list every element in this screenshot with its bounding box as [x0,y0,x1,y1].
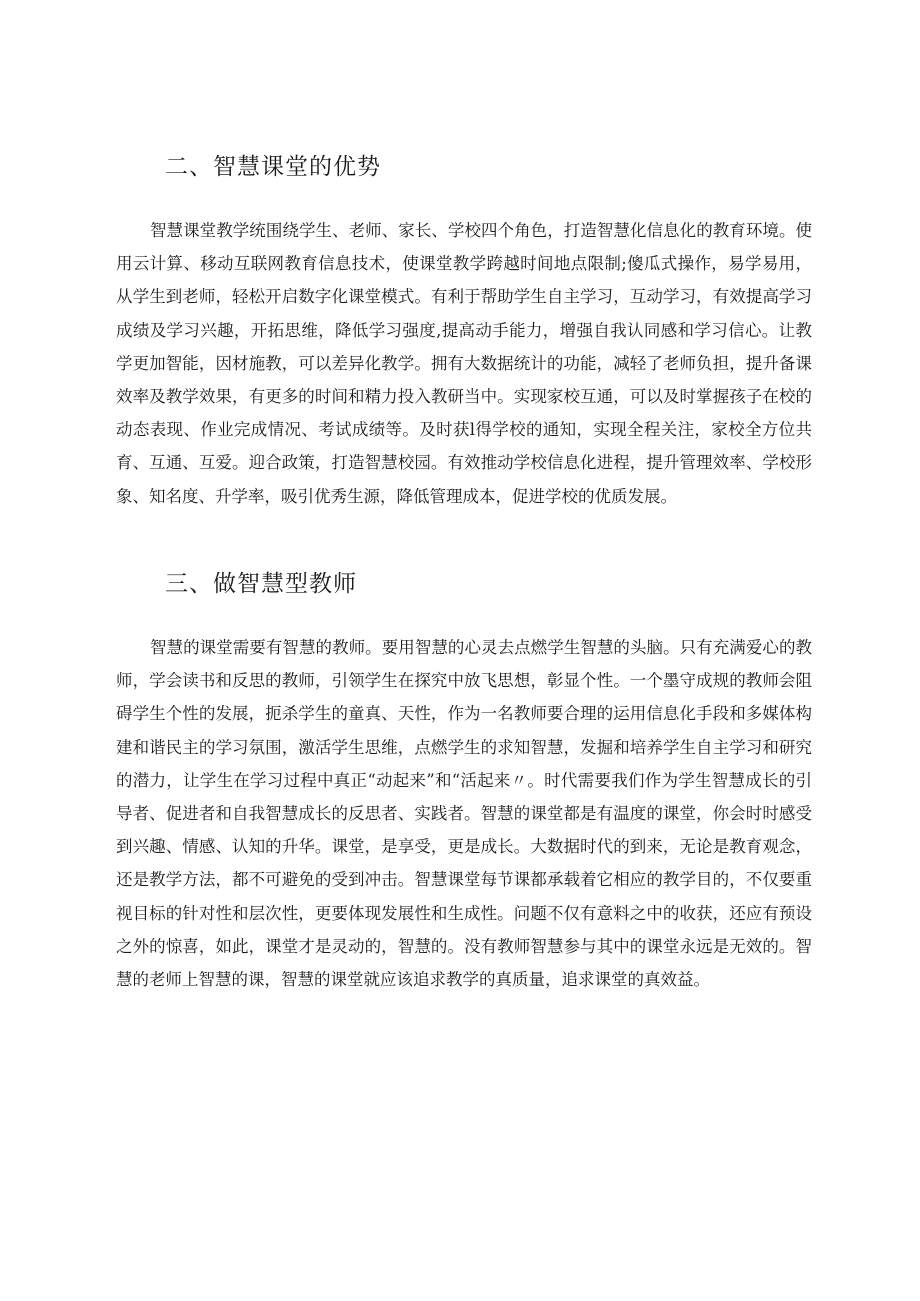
section-3-paragraph: 智慧的课堂需要有智慧的教师。要用智慧的心灵去点燃学生智慧的头脑。只有充满爱心的教师，学会读书和反思的教师，引领学生在探究中放飞思想，彰显个性。一个墨守成规的教师会阻碍学生个性的发展，扼杀学生的童真、天性，作为一名教师要合理的运用信息化手段和多媒体构建和谐民主的学习氛围，激活学生思维，点燃学生的求知智慧，发掘和培养学生自主学习和研究的潜力，让学生在学习过程中真正“动起来”和“活起来〃。时代需要我们作为学生智慧成长的引导者、促进者和自我智慧成长的反思者、实践者。智慧的课堂都是有温度的课堂，你会时时感受到兴趣、情感、认知的升华。课堂，是享受，更是成长。大数据时代的到来，无论是教育观念，还是教学方法，都不可避免的受到冲击。智慧课堂每节课都承载着它相应的教学目的，不仅要重视目标的针对性和层次性，更要体现发展性和生成性。问题不仅有意料之中的收获，还应有预设之外的惊喜，如此，课堂才是灵动的，智慧的。没有教师智慧参与其中的课堂永远是无效的。智慧的老师上智慧的课，智慧的课堂就应该追求教学的真质量，追求课堂的真效益。 [116,638,812,990]
section-3-heading: 三、做智慧型教师 [165,571,357,597]
section-2-heading: 二、智慧课堂的优势 [165,154,381,180]
section-2-paragraph: 智慧课堂教学统围绕学生、老师、家长、学校四个角色，打造智慧化信息化的教育环境。使用云计算、移动互联网教育信息技术，使课堂教学跨越时间地点限制;傻瓜式操作，易学易用，从学生到老师，轻松开启数字化课堂模式。有利于帮助学生自主学习，互动学习，有效提高学习成绩及学习兴趣，开拓思维，降低学习强度,提高动手能力，增强自我认同感和学习信心。让教学更加智能，因材施教，可以差异化教学。拥有大数据统计的功能，减轻了老师负担，提升备课效率及教学效果，有更多的时间和精力投入教研当中。实现家校互通，可以及时掌握孩子在校的动态表现、作业完成情况、考试成绩等。及时获l得学校的通知，实现全程关注，家校全方位共育、互通、互爱。迎合政策，打造智慧校园。有效推动学校信息化进程，提升管理效率、学校形象、知名度、升学率，吸引优秀生源，降低管理成本，促进学校的优质发展。 [116,221,812,506]
